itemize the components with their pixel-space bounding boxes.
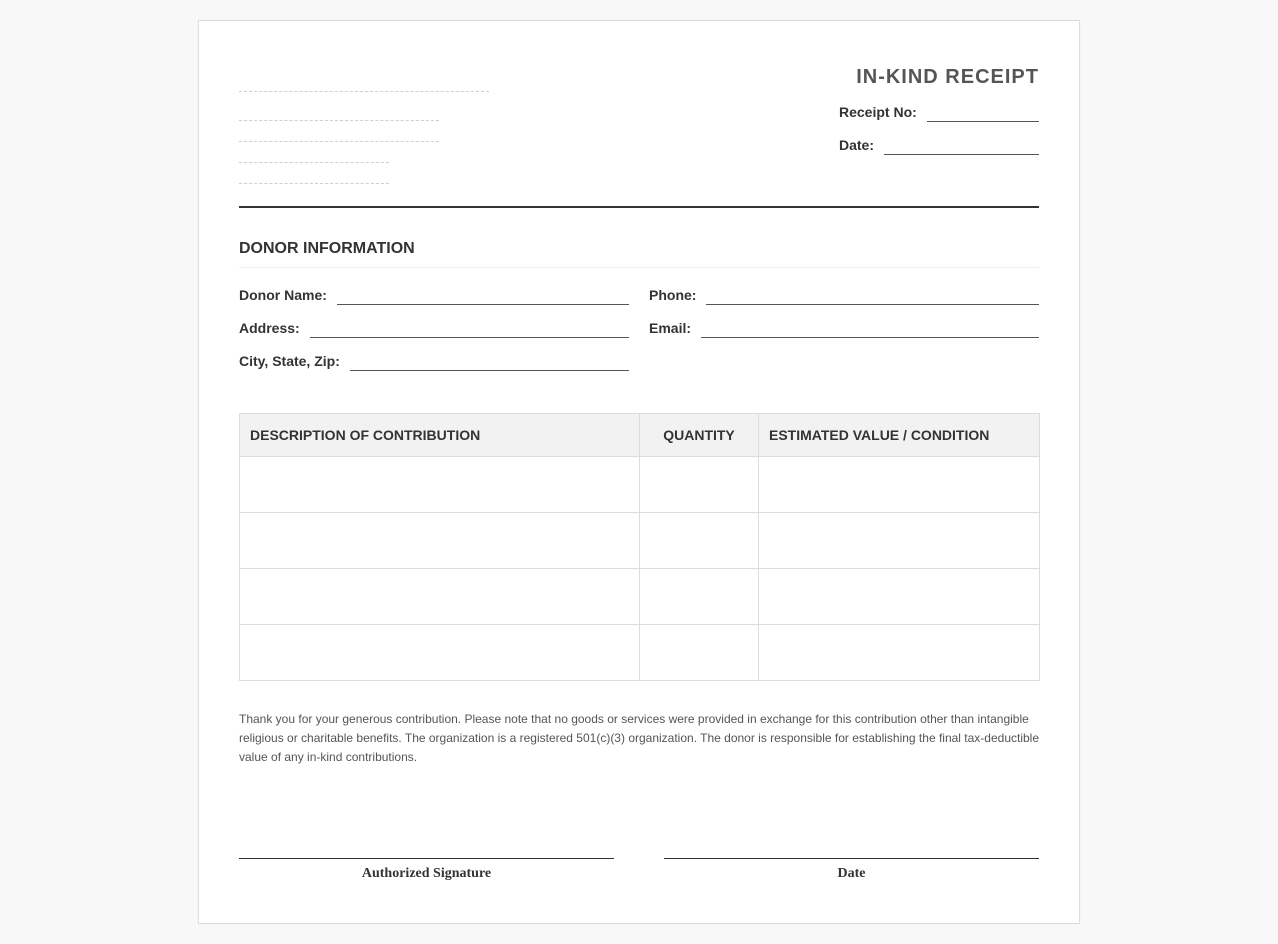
estimated-value-cell[interactable] — [759, 513, 1040, 569]
address-label: Address: — [239, 320, 300, 336]
org-phone-line[interactable] — [239, 162, 389, 163]
org-email-line[interactable] — [239, 183, 389, 184]
estimated-value-cell[interactable] — [759, 569, 1040, 625]
estimated-value-cell[interactable] — [759, 457, 1040, 513]
org-name-line[interactable] — [239, 91, 489, 92]
authorized-signature-line[interactable] — [239, 858, 614, 859]
quantity-cell[interactable] — [640, 513, 759, 569]
quantity-cell[interactable] — [640, 457, 759, 513]
email-label: Email: — [649, 320, 692, 336]
description-cell[interactable] — [240, 569, 640, 625]
city-state-zip-label: City, State, Zip: — [239, 353, 340, 369]
col-header-estimated-value: ESTIMATED VALUE / CONDITION — [759, 414, 1040, 457]
quantity-cell[interactable] — [640, 569, 759, 625]
quantity-cell[interactable] — [640, 625, 759, 681]
tax-disclaimer: Thank you for your generous contribution. Please note that no goods or services were provided in exchange for this contribution other than intangible religious or charitable benefits. The organization is a registered 501(c)(3) organization. The donor is responsible for establishing the final tax-deductible value of any in-kind contributions. — [239, 712, 1040, 764]
donor-section-title: DONOR INFORMATION — [239, 240, 415, 257]
email-field[interactable] — [701, 337, 1039, 338]
section-divider — [239, 267, 1039, 268]
donor-name-label: Donor Name: — [239, 287, 327, 303]
table-row — [240, 457, 1040, 513]
signature-date-label: Date — [837, 866, 866, 881]
header-divider — [239, 206, 1039, 208]
table-row — [240, 569, 1040, 625]
org-address-line-1[interactable] — [239, 120, 439, 121]
phone-label: Phone: — [649, 287, 697, 303]
description-cell[interactable] — [240, 513, 640, 569]
date-field[interactable] — [884, 154, 1039, 155]
receipt-no-field[interactable] — [927, 121, 1039, 122]
signature-date-line[interactable] — [664, 858, 1039, 859]
description-cell[interactable] — [240, 625, 640, 681]
authorized-signature-label: Authorized Signature — [361, 866, 492, 881]
table-row — [240, 625, 1040, 681]
city-state-zip-field[interactable] — [350, 370, 629, 371]
table-header-row — [240, 414, 1040, 457]
col-header-quantity: QUANTITY — [640, 414, 759, 457]
table-row — [240, 513, 1040, 569]
address-field[interactable] — [310, 337, 629, 338]
estimated-value-cell[interactable] — [759, 625, 1040, 681]
description-cell[interactable] — [240, 457, 640, 513]
receipt-title: IN-KIND RECEIPT — [856, 66, 1039, 88]
receipt-sheet — [198, 20, 1080, 924]
donor-name-field[interactable] — [337, 304, 629, 305]
receipt-no-label: Receipt No: — [839, 104, 917, 120]
org-address-line-2[interactable] — [239, 141, 439, 142]
date-label: Date: — [839, 137, 875, 153]
phone-field[interactable] — [706, 304, 1039, 305]
col-header-description: DESCRIPTION OF CONTRIBUTION — [240, 414, 640, 457]
contributions-table — [239, 413, 1040, 681]
